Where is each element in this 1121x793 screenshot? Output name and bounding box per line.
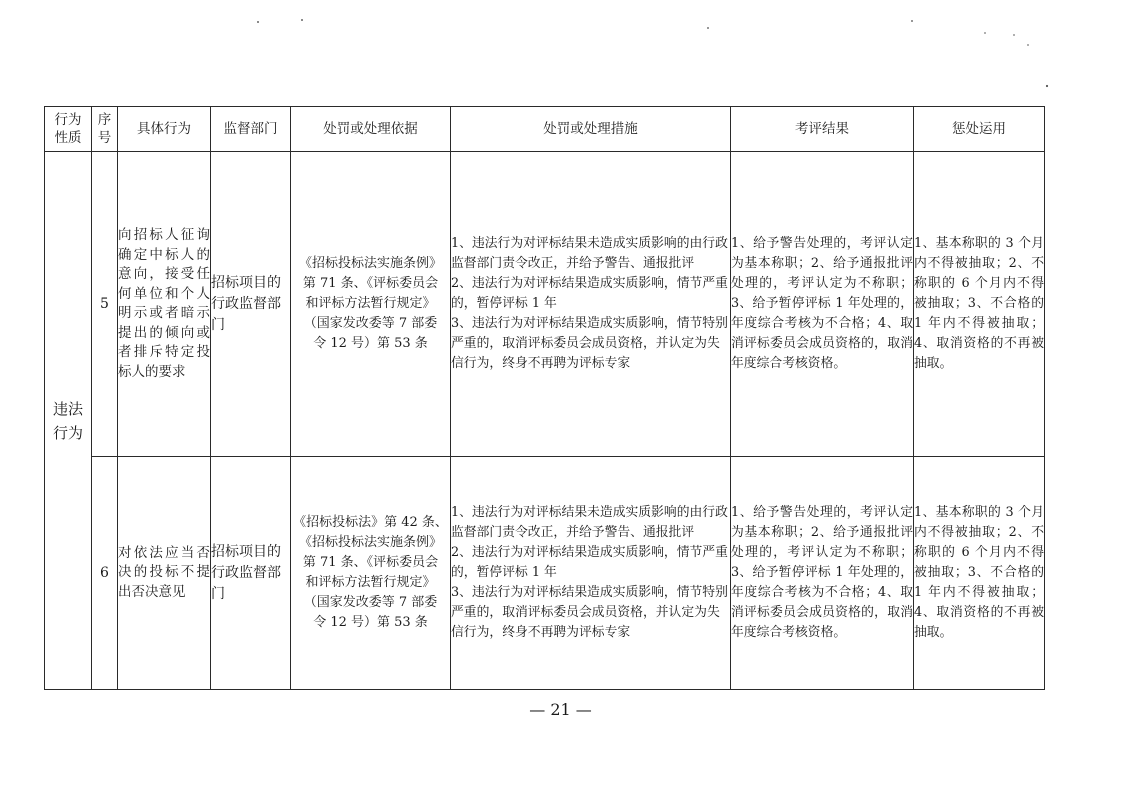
header-measures: 处罚或处理措施 (451, 107, 731, 152)
measure-item: 3、违法行为对评标结果造成实质影响，情节特别严重的，取消评标委员会成员资格，并认定为失信行为，终身不再聘为评标专家 (451, 316, 728, 371)
evaluation-table (44, 106, 1045, 690)
basis-line: 《招标投标法》第 42 条、 (293, 515, 448, 530)
behavior-cell: 向招标人征询确定中标人的意向，接受任何单位和个人明示或者暗示提出的倾向或者排斥特定投标人的要求 (118, 152, 211, 457)
basis-cell (291, 152, 451, 457)
page-number: — 21 — (529, 700, 592, 719)
measure-item: 1、违法行为对评标结果未造成实质影响的由行政监督部门责令改正，并给予警告、通报批评 (451, 505, 728, 540)
dept-cell: 招标项目的行政监督部门 (211, 152, 291, 457)
measures-cell (451, 152, 731, 457)
basis-line: 第 71 条、《评标委员会 (302, 555, 439, 570)
basis-cell (291, 457, 451, 690)
basis-line: 《招标投标法实施条例》 (298, 535, 442, 550)
nature-cell: 违法行为 (45, 152, 92, 690)
header-dept: 监督部门 (211, 107, 291, 152)
basis-line: （国家发改委等 7 部委 (303, 595, 438, 610)
measure-item: 3、违法行为对评标结果造成实质影响，情节特别严重的，取消评标委员会成员资格，并认定为失信行为，终身不再聘为评标专家 (451, 585, 728, 640)
table-header-row (45, 107, 1045, 152)
usage-cell: 1、基本称职的 3 个月内不得被抽取；2、不称职的 6 个月内不得被抽取；3、不合格的 1 年内不得被抽取；4、取消资格的不再被抽取。 (914, 457, 1045, 690)
basis-line: 《招标投标法实施条例》 (298, 256, 442, 271)
basis-line: 令 12 号）第 53 条 (313, 615, 428, 630)
usage-cell: 1、基本称职的 3 个月内不得被抽取；2、不称职的 6 个月内不得被抽取；3、不合格的 1 年内不得被抽取；4、取消资格的不再被抽取。 (914, 152, 1045, 457)
measures-cell (451, 457, 731, 690)
basis-line: 令 12 号）第 53 条 (313, 336, 428, 351)
basis-line: 第 71 条、《评标委员会 (302, 276, 439, 291)
seq-cell: 5 (92, 152, 118, 457)
seq-cell: 6 (92, 457, 118, 690)
result-cell: 1、给予警告处理的，考评认定为基本称职；2、给予通报批评处理的，考评认定为不称职；3、给予暂停评标 1 年处理的，年度综合考核为不合格；4、取消评标委员会成员资格的，取消年度综合考核资格。 (731, 152, 914, 457)
basis-line: （国家发改委等 7 部委 (303, 316, 438, 331)
header-nature: 行为性质 (45, 107, 92, 152)
header-usage: 惩处运用 (914, 107, 1045, 152)
scan-noise (0, 0, 1121, 100)
header-seq: 序号 (92, 107, 118, 152)
basis-line: 和评标方法暂行规定》 (305, 296, 436, 311)
header-behavior: 具体行为 (118, 107, 211, 152)
basis-line: 和评标方法暂行规定》 (305, 575, 436, 590)
header-basis: 处罚或处理依据 (291, 107, 451, 152)
measure-item: 2、违法行为对评标结果造成实质影响，情节严重的，暂停评标 1 年 (451, 545, 728, 580)
table-row (45, 152, 1045, 457)
measure-item: 1、违法行为对评标结果未造成实质影响的由行政监督部门责令改正，并给予警告、通报批评 (451, 236, 728, 271)
behavior-cell: 对依法应当否决的投标不提出否决意见 (118, 457, 211, 690)
result-cell: 1、给予警告处理的，考评认定为基本称职；2、给予通报批评处理的，考评认定为不称职；3、给予暂停评标 1 年处理的，年度综合考核为不合格；4、取消评标委员会成员资格的，取消年度综合考核资格。 (731, 457, 914, 690)
table-row (45, 457, 1045, 690)
dept-cell: 招标项目的行政监督部门 (211, 457, 291, 690)
measure-item: 2、违法行为对评标结果造成实质影响，情节严重的，暂停评标 1 年 (451, 276, 728, 311)
header-result: 考评结果 (731, 107, 914, 152)
